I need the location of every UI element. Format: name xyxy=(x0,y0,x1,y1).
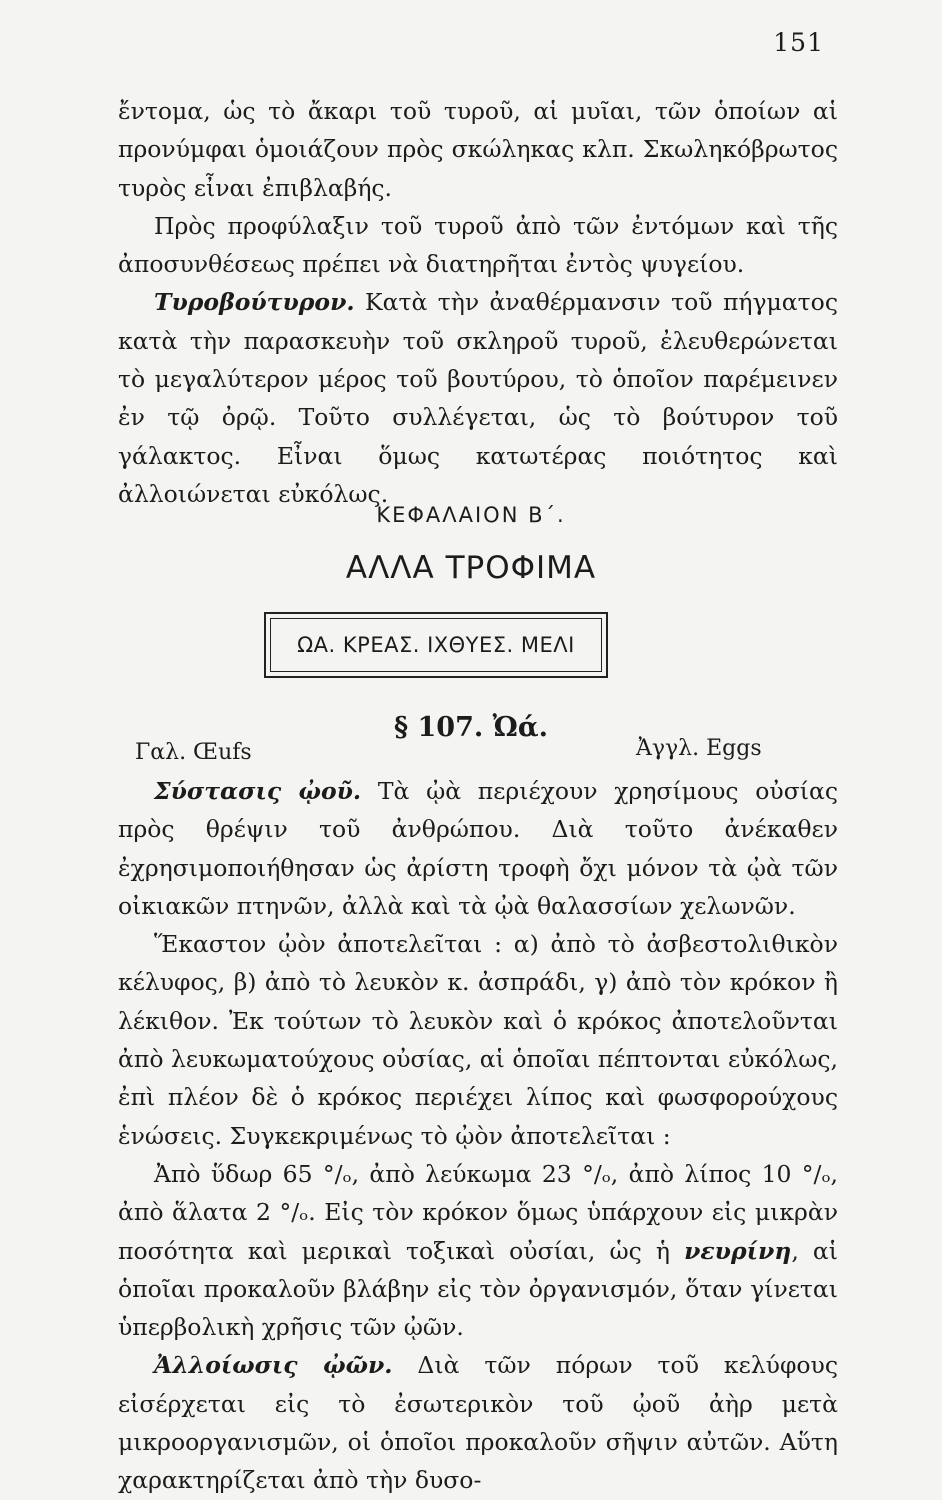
term-systasis: Σύστασις ᾠοῦ. xyxy=(154,777,362,805)
intro-paragraph-3-text: Κατὰ τὴν ἀναθέρμανσιν τοῦ πήγματος κατὰ τὴν παρασκευὴν τοῦ σκληροῦ τυροῦ, ἐλευθερώνεται τὸ μεγαλύτερον μέρος τοῦ βουτύρου, τὸ ὁποῖον παρέμεινεν ἐν τῷ ὀρῷ. Τοῦτο συλλέγεται, ὡς τὸ βούτυρον τοῦ γάλακτος. Εἶναι ὅμως κατωτέρας ποιότητος καὶ ἀλλοιώνεται εὐκόλως. xyxy=(118,288,838,508)
body-paragraph-1-text: Τὰ ᾠὰ περιέχουν χρησίμους οὐσίας πρὸς θρέψιν τοῦ ἀνθρώπου. Διὰ τοῦτο ἀνέκαθεν ἐχρησιμοποιήθησαν ὡς ἀρίστη τροφὴ ὄχι μόνον τὰ ᾠὰ τῶν οἰκιακῶν πτηνῶν, ἀλλὰ καὶ τὰ ᾠὰ θαλασσίων χελωνῶν. xyxy=(118,777,838,920)
chapter-title: ΑΛΛΑ ΤΡΟΦΙΜΑ xyxy=(345,550,597,586)
term-tyrovoutyron: Τυροβούτυρον. xyxy=(154,288,355,317)
french-term: Γαλ. Œufs xyxy=(135,740,252,765)
body-paragraph-3-a: Ἀπὸ ὕδωρ 65 °/ₒ, ἀπὸ λεύκωμα 23 °/ₒ, ἀπὸ λίπος 10 °/ₒ, ἀπὸ ἅλατα 2 °/ₒ. Εἰς τὸν κρόκον ὅμως ὑπάρχουν εἰς μικρὰν ποσότητα καὶ μερικαὶ τοξικαὶ οὐσίαι, ὡς ἡ xyxy=(118,1159,838,1265)
chapter-box-title: ΩΑ. ΚΡΕΑΣ. ΙΧΘΥΕΣ. ΜΕΛΙ xyxy=(270,618,602,672)
body-paragraph-1 xyxy=(118,772,838,925)
body-paragraph-3 xyxy=(118,1155,838,1346)
term-alloiosis: Ἀλλοίωσις ᾠῶν. xyxy=(154,1351,393,1380)
term-neurine: νευρίνη xyxy=(684,1236,792,1265)
intro-text xyxy=(118,92,838,513)
intro-paragraph-3 xyxy=(118,283,838,513)
intro-paragraph-2: Πρὸς προφύλαξιν τοῦ τυροῦ ἀπὸ τῶν ἐντόμων καὶ τῆς ἀποσυνθέσεως πρέπει νὰ διατηρῆται ἐντὸς ψυγείου. xyxy=(118,211,838,279)
section-text xyxy=(118,772,838,1500)
body-paragraph-4 xyxy=(118,1346,838,1499)
intro-paragraph-1: ἔντομα, ὡς τὸ ἄκαρι τοῦ τυροῦ, αἱ μυῖαι, τῶν ὁποίων αἱ προνύμφαι ὁμοιάζουν πρὸς σκώληκας κλπ. Σκωληκόβρωτος τυρὸς εἶναι ἐπιβλαβής. xyxy=(118,97,838,202)
chapter-box xyxy=(264,612,608,678)
body-paragraph-2: Ἕκαστον ᾠὸν ἀποτελεῖται : α) ἀπὸ τὸ ἀσβεστολιθικὸν κέλυφος, β) ἀπὸ τὸ λευκὸν κ. ἀσπράδι, γ) ἀπὸ τὸν κρόκον ἢ λέκιθον. Ἐκ τούτων τὸ λευκὸν καὶ ὁ κρόκος ἀποτελοῦνται ἀπὸ λευκωματούχους οὐσίας, αἱ ὁποῖαι πέπτονται εὐκόλως, ἐπὶ πλέον δὲ ὁ κρόκος περιέχει λίπος καὶ φωσφορούχους ἑνώσεις. Συγκεκριμένως τὸ ᾠὸν ἀποτελεῖται : xyxy=(118,930,838,1150)
chapter-label: ΚΕΦΑΛΑΙΟΝ Β΄. xyxy=(376,503,566,527)
english-term: Ἀγγλ. Eggs xyxy=(636,736,762,761)
section-title: § 107. Ὠά. xyxy=(394,712,548,743)
page-number: 151 xyxy=(773,28,824,57)
body-paragraph-3-b: , αἱ ὁποῖαι προκαλοῦν βλάβην εἰς τὸν ὀργανισμόν, ὅταν γίνεται ὑπερβολικὴ χρῆσις τῶν ᾠῶν. xyxy=(118,1236,838,1342)
body-paragraph-4-text: Διὰ τῶν πόρων τοῦ κελύφους εἰσέρχεται εἰς τὸ ἐσωτερικὸν τοῦ ᾠοῦ ἀὴρ μετὰ μικροοργανισμῶν, οἱ ὁποῖοι προκαλοῦν σῆψιν αὐτῶν. Αὕτη χαρακτηρίζεται ἀπὸ τὴν δυσο- xyxy=(118,1351,838,1495)
